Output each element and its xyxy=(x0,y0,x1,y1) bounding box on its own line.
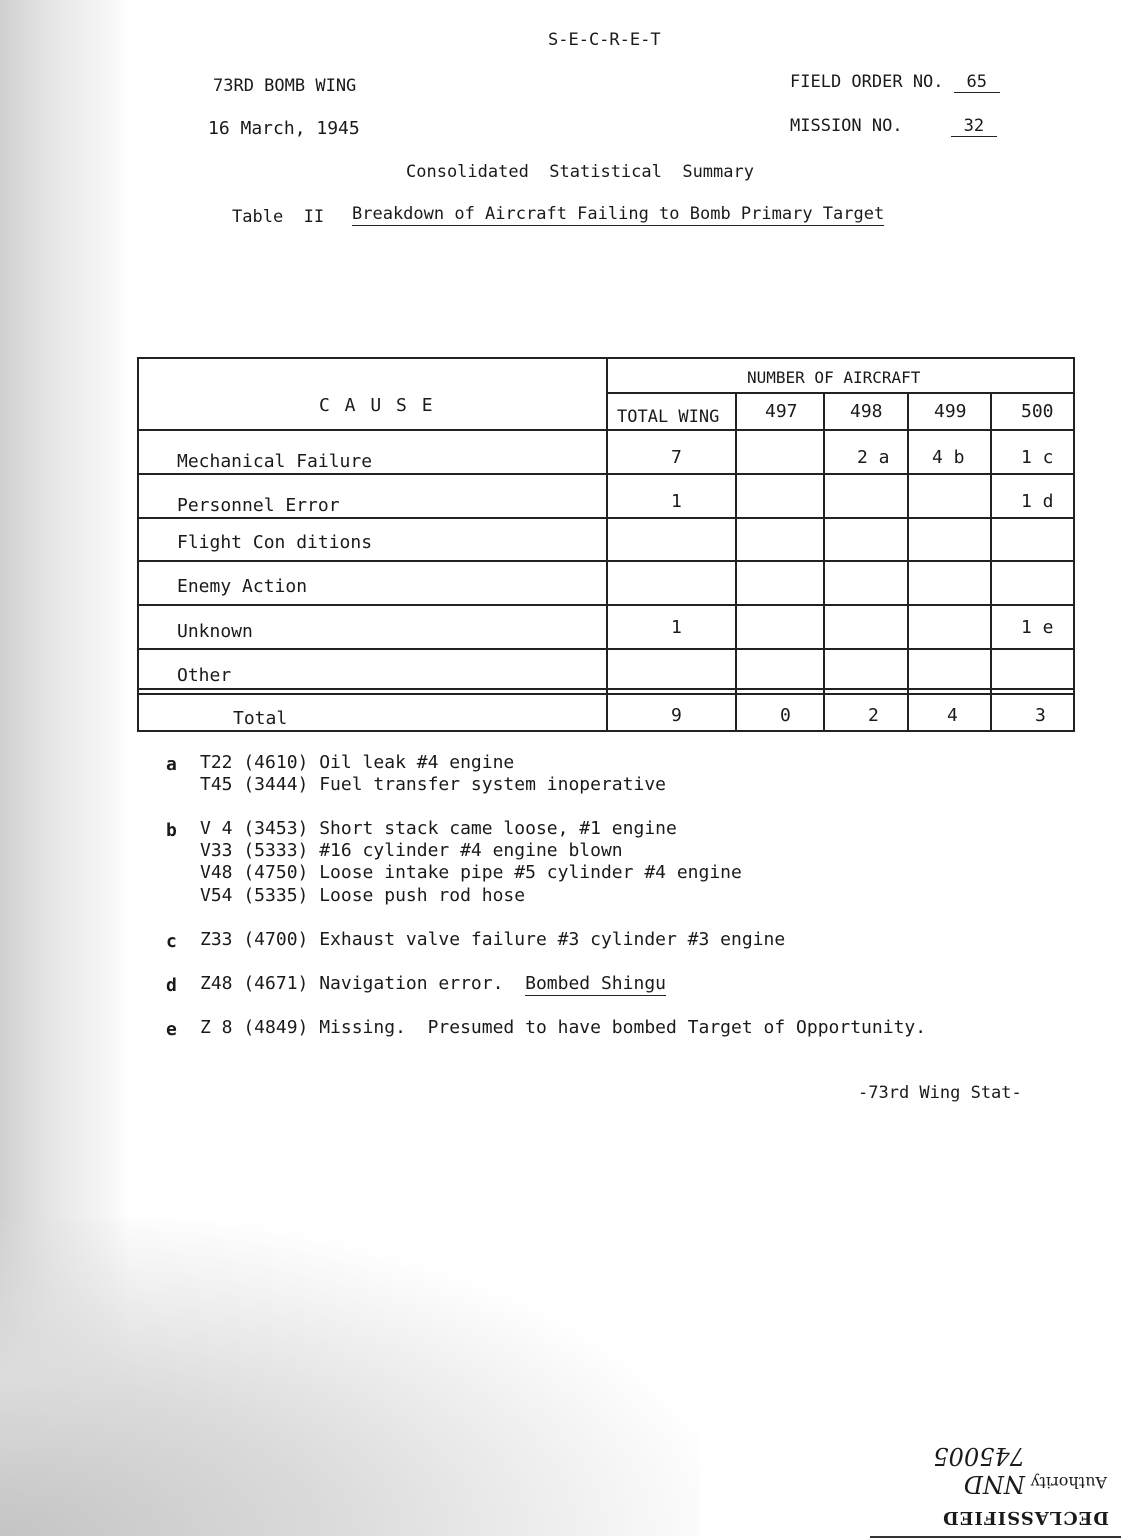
cell-total: 1 xyxy=(671,491,682,512)
footnote-letter-e: e xyxy=(166,1019,177,1040)
cell-500: 1 e xyxy=(1021,617,1054,638)
row-cause-mechanical-failure: Mechanical Failure xyxy=(177,451,373,472)
declassified-stamp xyxy=(870,1442,1121,1538)
mission xyxy=(790,116,997,137)
unit-name: 73RD BOMB WING xyxy=(213,76,357,96)
signature-line: -73rd Wing Stat- xyxy=(858,1083,1022,1103)
footnote-e-line-1: Z 8 (4849) Missing. Presumed to have bombed Target of Opportunity. xyxy=(200,1017,927,1038)
footnote-d-line-1 xyxy=(200,973,666,994)
row-cause-unknown: Unknown xyxy=(177,621,253,642)
footnote-letter-d: d xyxy=(166,975,177,996)
stamp-authority-label: Authority xyxy=(1030,1473,1107,1492)
footnote-b-line-2: V33 (5333) #16 cylinder #4 engine blown xyxy=(200,840,623,861)
col-header-total-wing: TOTAL WING xyxy=(617,407,720,427)
footnote-d-text: Z48 (4671) Navigation error. xyxy=(200,973,526,994)
row-cause-other: Other xyxy=(177,665,232,686)
footnote-b-line-3: V48 (4750) Loose intake pipe #5 cylinder #4 engine xyxy=(200,862,742,883)
footnote-letter-c: c xyxy=(166,931,177,952)
table-title: Breakdown of Aircraft Failing to Bomb Primary Target xyxy=(352,204,885,224)
col-header-500: 500 xyxy=(1021,401,1054,422)
total-row-label: Total xyxy=(233,708,288,729)
total-cell-total-wing: 9 xyxy=(671,705,682,726)
summary-title: Consolidated Statistical Summary xyxy=(406,162,754,182)
cause-header: C A U S E xyxy=(319,395,435,416)
footnote-d-underlined: Bombed Shingu xyxy=(525,973,666,994)
stamp-authority-value: NND 745005 xyxy=(933,1442,1025,1498)
cell-total: 1 xyxy=(671,617,682,638)
field-order-number: 65 xyxy=(954,72,1000,93)
col-header-499: 499 xyxy=(934,401,967,422)
number-of-aircraft-header: NUMBER OF AIRCRAFT xyxy=(747,368,921,387)
footnote-letter-b: b xyxy=(166,820,177,841)
aircraft-failure-table xyxy=(137,357,1075,732)
stamp-title: DECLASSIFIED xyxy=(942,1507,1109,1528)
scan-shadow-bottom xyxy=(0,1220,700,1536)
field-order xyxy=(790,72,1000,93)
cell-499: 4 b xyxy=(932,447,965,468)
row-cause-flight-conditions: Flight Con ditions xyxy=(177,532,373,553)
cell-500: 1 c xyxy=(1021,447,1054,468)
field-order-label: FIELD ORDER NO. xyxy=(790,72,944,92)
footnote-c-line-1: Z33 (4700) Exhaust valve failure #3 cylinder #3 engine xyxy=(200,929,786,950)
footnote-b-line-4: V54 (5335) Loose push rod hose xyxy=(200,885,526,906)
total-cell-499: 4 xyxy=(947,705,958,726)
total-cell-497: 0 xyxy=(780,705,791,726)
footnote-a-line-1: T22 (4610) Oil leak #4 engine xyxy=(200,752,515,773)
classification-marking: S-E-C-R-E-T xyxy=(548,30,661,50)
mission-number: 32 xyxy=(951,116,997,137)
mission-label: MISSION NO. xyxy=(790,116,903,136)
cell-total: 7 xyxy=(671,447,682,468)
cell-498: 2 a xyxy=(857,447,890,468)
col-header-497: 497 xyxy=(765,401,798,422)
total-cell-500: 3 xyxy=(1035,705,1046,726)
cell-500: 1 d xyxy=(1021,491,1054,512)
footnote-b-line-1: V 4 (3453) Short stack came loose, #1 engine xyxy=(200,818,677,839)
total-cell-498: 2 xyxy=(868,705,879,726)
footnote-letter-a: a xyxy=(166,754,177,775)
col-header-498: 498 xyxy=(850,401,883,422)
row-cause-enemy-action: Enemy Action xyxy=(177,576,308,597)
row-cause-personnel-error: Personnel Error xyxy=(177,495,340,516)
footnote-a-line-2: T45 (3444) Fuel transfer system inoperative xyxy=(200,774,666,795)
document-date: 16 March, 1945 xyxy=(208,118,360,139)
table-label: Table II xyxy=(232,207,325,227)
